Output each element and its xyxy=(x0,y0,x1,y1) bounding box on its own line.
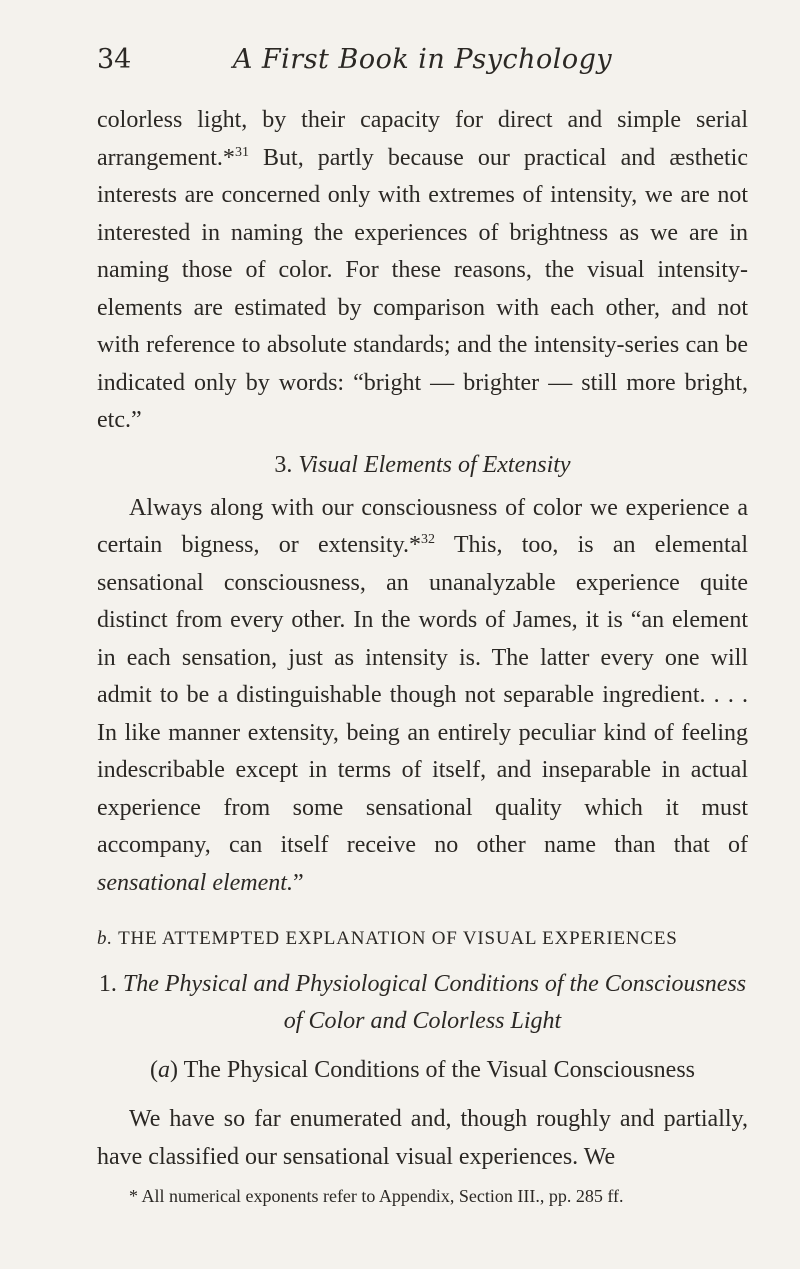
italic-term: sensational element. xyxy=(97,869,293,896)
heading-title: Visual Elements of Extensity xyxy=(298,451,571,478)
paragraph-text: Always along with our consciousness of color we experience a certain bigness, or extensity.* xyxy=(97,494,748,558)
heading-title: The Physical and Physiological Conditions of the Consciousness of Color and Colorless Light xyxy=(122,971,747,1034)
paragraph-enumeration: We have so far enumerated and, though roughly and partially, have classified our sensational visual experiences. We xyxy=(97,1106,748,1170)
page-body xyxy=(97,102,748,1210)
footnote: * All numerical exponents refer to Appendix, Section III., pp. 285 ff. xyxy=(129,1186,624,1206)
page-number: 34 xyxy=(97,44,132,75)
paragraph-text: But, partly because our practical and æsthetic interests are concerned only with extremes of intensity, we are not interested in naming the experiences of brightness as we are in naming those of color. For these reasons, the visual intensity-elements are estimated by comparison with each other, and not with reference to absolute standards; and the intensity-series can be indicated only by words: “bright — brighter — still more bright, etc.” xyxy=(97,144,748,433)
heading-number: 3. xyxy=(274,451,293,478)
subheading-title: The Physical Conditions of the Visual Consciousness xyxy=(178,1057,695,1083)
paragraph-extensity xyxy=(97,490,748,903)
heading-physical-conditions xyxy=(97,966,748,1040)
section-heading-b xyxy=(97,924,748,954)
section-letter: b. xyxy=(97,928,113,949)
reference-number: 32 xyxy=(421,532,436,547)
page-header xyxy=(97,44,748,84)
paren-close: ) xyxy=(170,1057,178,1083)
section-title: THE ATTEMPTED EXPLANATION OF VISUAL EXPERIENCES xyxy=(118,928,678,949)
subheading-letter: a xyxy=(158,1057,170,1083)
reference-number: 31 xyxy=(234,144,249,160)
heading-visual-elements-of-extensity xyxy=(97,448,748,482)
subheading-a xyxy=(97,1052,748,1089)
closing-quote: ” xyxy=(292,869,304,896)
paragraph-intensity xyxy=(97,102,748,440)
running-head: A First Book in Psychology xyxy=(232,44,613,75)
paragraph-text: This, too, is an elemental sensational consciousness, an unanalyzable experience quite distinct from every other. In the words of James, it is “an element in each sensation, just as intensity is. The latter every one will admit to be a distinguishable though not separable ingredient. . . . In like manner extensity, being an entirely peculiar kind of feeling indescribable except in terms of itself, and inseparable in actual experience from some sensational quality which it must accompany, can itself receive no other name than that of xyxy=(97,532,749,858)
paren-open: ( xyxy=(150,1057,158,1083)
paragraph-text: colorless light, by their capacity for direct and simple serial arrangement.* xyxy=(97,107,748,171)
heading-number: 1. xyxy=(98,971,117,997)
